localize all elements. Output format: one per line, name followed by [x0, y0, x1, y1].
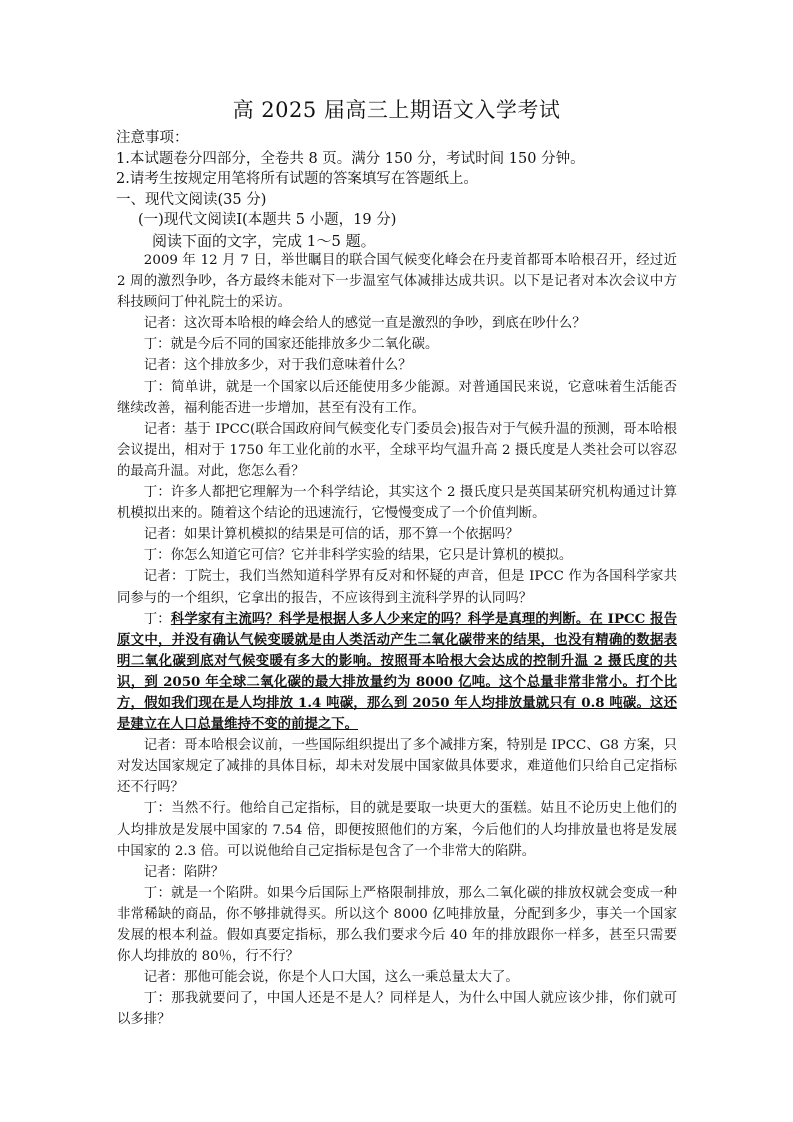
- notes-heading: 注意事项：: [116, 130, 189, 146]
- section-heading: 一、现代文阅读(35 分): [116, 191, 267, 208]
- passage-paragraph-emphasis: [117, 609, 677, 736]
- passage-paragraph: 记者：如果计算机模拟的结果是可信的话，那不算一个依据吗？: [143, 527, 519, 543]
- reading-passage: [117, 250, 677, 1030]
- notes-item-2: 2.请考生按规定用笔将所有试题的答案填写在答题纸上。: [116, 171, 478, 187]
- exam-title: 高 2025 届高三上期语文入学考试: [232, 98, 561, 122]
- passage-paragraph: 记者：丁院士，我们当然知道科学界有反对和怀疑的声音，但是 IPCC 作为各国科学家共同参与的一个组织，它拿出的报告，不应该得到主流科学界的认同吗？: [117, 569, 677, 606]
- passage-paragraph: 记者：那他可能会说，你是个人口大国，这么一乘总量太大了。: [143, 970, 519, 986]
- passage-paragraph: 记者：这个排放多少，对于我们意味着什么？: [143, 358, 412, 374]
- emphasized-answer: 科学家有主流吗？科学是根据人多人少来定的吗？科学是真理的判断。在 IPCC 报告原文中，并没有确认气候变暖就是由人类活动产生二氧化碳带来的结果，也没有精确的数据表明二氧化碳到底对气候变暖有多大的影响。按照哥本哈根大会达成的控制升温 2 摄氏度的共识，到 2050 年全球二氧化碳的最大排放量约为 8000 亿吨。这个总量非常非常小。打个比方，假如我们现在是人均排放 1.4 吨碳，那么到 2050 年人均排放量就只有 0.8 吨碳。这还是建立在人口总量维持不变的前提之下。: [117, 610, 677, 733]
- notes-item-1: 1.本试题卷分四部分，全卷共 8 页。满分 150 分，考试时间 150 分钟。: [116, 150, 585, 167]
- passage-paragraph: 丁：那我就要问了，中国人还是不是人？同样是人，为什么中国人就应该少排，你们就可以多排？: [117, 991, 677, 1028]
- passage-paragraph: 记者：哥本哈根会议前，一些国际组织提出了多个减排方案，特别是 IPCC、G8 方案，只对发达国家规定了减排的具体目标，却未对发展中国家做具体要求，难道他们只给自己定指标还不行吗？: [117, 738, 677, 796]
- passage-paragraph: 丁：当然不行。他给自己定指标，目的就是要取一块更大的蛋糕。姑且不论历史上他们的人均排放是发展中国家的 7.54 倍，即便按照他们的方案，今后他们的人均排放量也将是发展中国家的 2.3 倍。可以说他给自己定指标是包含了一个非常大的陷阱。: [117, 801, 677, 859]
- passage-paragraph: 丁：就是今后不同的国家还能排放多少二氧化碳。: [143, 337, 439, 353]
- speaker-label: 丁：: [143, 611, 171, 627]
- passage-paragraph: 记者：陷阱？: [143, 864, 225, 880]
- passage-paragraph: 记者：基于 IPCC(联合国政府间气候变化专门委员会)报告对于气候升温的预测，哥本哈根会议提出，相对于 1750 年工业化前的水平，全球平均气温升高 2 摄氏度是人类社会可以容忍的最高升温。对此，您怎么看？: [117, 421, 677, 479]
- passage-paragraph: 丁：简单讲，就是一个国家以后还能使用多少能源。对普通国民来说，它意味着生活能否继续改善，福利能否进一步增加，甚至有没有工作。: [117, 379, 677, 416]
- passage-paragraph: 丁：就是一个陷阱。如果今后国际上严格限制排放，那么二氧化碳的排放权就会变成一种非常稀缺的商品，你不够排就得买。所以这个 8000 亿吨排放量，分配到多少，事关一个国家发展的根本利益。假如真要定指标，那么我们要求今后 40 年的排放跟你一样多，甚至只需要你人均排放的 80％，行不行？: [117, 885, 677, 965]
- notes-block: [116, 128, 676, 251]
- passage-paragraph: 丁：你怎么知道它可信？它并非科学实验的结果，它只是计算机的模拟。: [143, 548, 573, 564]
- passage-paragraph: 丁：许多人都把它理解为一个科学结论，其实这个 2 摄氏度只是英国某研究机构通过计算机模拟出来的。随着这个结论的迅速流行，它慢慢变成了一个价值判断。: [117, 485, 677, 522]
- passage-paragraph: 记者：这次哥本哈根的峰会给人的感觉一直是激烈的争吵，到底在吵什么？: [143, 316, 586, 332]
- section-subheading: (一)现代文阅读Ⅰ(本题共 5 小题，19 分): [138, 212, 397, 228]
- passage-paragraph: 2009 年 12 月 7 日，举世瞩目的联合国气候变化峰会在丹麦首都哥本哈根召开，经过近 2 周的激烈争吵，各方最终未能对下一步温室气体减排达成共识。以下是记者对本次会议中方科技顾问丁仲礼院士的采访。: [117, 253, 677, 311]
- reading-instruction: 阅读下面的文字，完成 1～5 题。: [152, 231, 376, 250]
